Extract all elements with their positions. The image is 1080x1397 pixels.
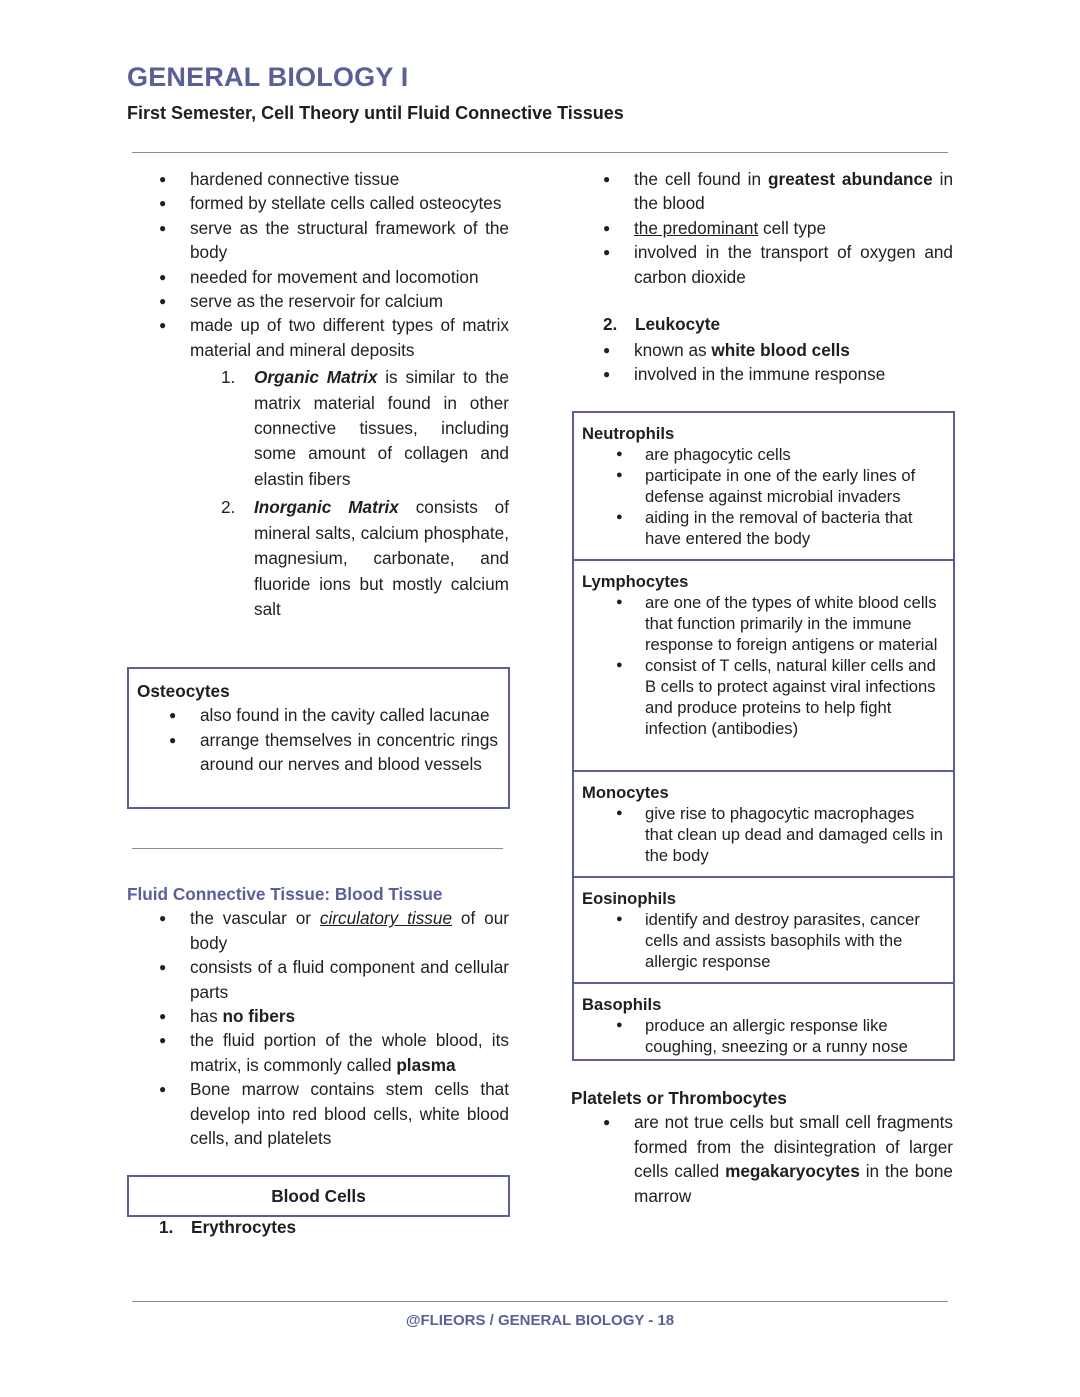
neutrophils-bullet: ● aiding in the removal of bacteria that have entered the body <box>582 507 943 549</box>
leukocyte-details <box>571 338 953 387</box>
basophils-heading: Basophils <box>582 995 662 1014</box>
item-number: 2. <box>221 497 236 518</box>
text: of our body <box>190 908 509 953</box>
platelets-heading: Platelets or Thrombocytes <box>571 1088 787 1108</box>
text: in the bone marrow <box>634 1161 953 1206</box>
blood-cells-label: Blood Cells <box>271 1185 366 1206</box>
wbc-types-box <box>572 411 955 1061</box>
bone-bullet: ● serve as the reservoir for calcium <box>127 289 509 313</box>
item-number: 1. <box>221 367 236 388</box>
basophils-section <box>574 984 953 1066</box>
matrix-text: consists of mineral salts, calcium phosphate, magnesium, carbonate, and fluoride ions but mostly calcium salt <box>254 497 509 619</box>
bone-bullet: ● formed by stellate cells called osteocytes <box>127 191 509 215</box>
platelets-section <box>571 1086 953 1208</box>
section-divider <box>132 848 503 849</box>
eosinophils-section <box>574 878 953 984</box>
erythrocyte-bullet: ● involved in the transport of oxygen and carbon dioxide <box>571 240 953 289</box>
text: the vascular or <box>190 908 320 929</box>
bold-term: megakaryocytes <box>725 1161 860 1182</box>
platelets-bullet <box>571 1110 953 1208</box>
erythrocytes-label: Erythrocytes <box>191 1217 297 1237</box>
eosinophils-bullet: ● identify and destroy parasites, cancer cells and assists basophils with the allergic response <box>582 909 943 972</box>
erythrocyte-bullet <box>571 167 953 216</box>
matrix-term: Inorganic Matrix <box>254 497 399 518</box>
matrix-item <box>127 495 509 622</box>
fluid-bullet: ● consists of a fluid component and cellular parts <box>127 955 509 1004</box>
circulatory-tissue-term: circulatory tissue <box>319 908 453 929</box>
monocytes-section <box>574 772 953 878</box>
eosinophils-heading: Eosinophils <box>582 889 677 908</box>
monocytes-heading: Monocytes <box>582 783 669 802</box>
leukocyte-label: Leukocyte <box>635 314 721 334</box>
leukocyte-item <box>603 314 721 335</box>
blood-cells-box <box>127 1175 510 1217</box>
header-divider <box>132 152 948 153</box>
page-subtitle: First Semester, Cell Theory until Fluid Connective Tissues <box>127 103 624 123</box>
osteocytes-heading: Osteocytes <box>137 681 230 701</box>
leukocyte-bullet: ● involved in the immune response <box>571 362 953 386</box>
fluid-bullet <box>127 1028 509 1077</box>
matrix-term: Organic Matrix <box>254 367 378 388</box>
neutrophils-bullet: ● participate in one of the early lines of defense against microbial invaders <box>582 465 943 507</box>
neutrophils-heading: Neutrophils <box>582 424 675 443</box>
osteocytes-box <box>127 667 510 809</box>
fluid-heading: Fluid Connective Tissue: Blood Tissue <box>127 884 443 904</box>
bone-bullet: ● serve as the structural framework of the body <box>127 216 509 265</box>
erythrocyte-details <box>571 167 953 289</box>
lymphocytes-bullet: ● are one of the types of white blood cells that function primarily in the immune response to foreign antigens or material <box>582 592 943 655</box>
text: in the blood <box>634 169 954 214</box>
bold-term: no fibers <box>222 1006 296 1027</box>
lymphocytes-heading: Lymphocytes <box>582 572 689 591</box>
fluid-bullet: ● Bone marrow contains stem cells that develop into red blood cells, white blood cells, and platelets <box>127 1077 509 1150</box>
erythrocyte-bullet <box>571 216 953 240</box>
text: are not true cells but small cell fragments formed from the disintegration of larger cells called <box>634 1112 953 1182</box>
basophils-bullet: ● produce an allergic response like coughing, sneezing or a runny nose <box>582 1015 943 1057</box>
page-footer: @FLIEORS / GENERAL BIOLOGY - 18 <box>405 1312 675 1329</box>
text: the fluid portion of the whole blood, its matrix, is commonly called <box>190 1030 509 1075</box>
fluid-section <box>127 882 509 1150</box>
osteocytes-bullet: ● also found in the cavity called lacunae <box>137 703 498 727</box>
bone-bullet: ● needed for movement and locomotion <box>127 265 509 289</box>
bone-bullet: ● made up of two different types of matrix material and mineral deposits <box>127 313 509 362</box>
neutrophils-section <box>574 413 953 561</box>
predominant-term: the predominant <box>634 217 759 238</box>
lymphocytes-bullet: ● consist of T cells, natural killer cells and B cells to protect against viral infections and produce proteins to help fight infection (antibodies) <box>582 655 943 739</box>
fluid-bullet <box>127 906 509 955</box>
osteocytes-bullet: ● arrange themselves in concentric rings around our nerves and blood vessels <box>137 728 498 777</box>
text: cell type <box>758 217 827 238</box>
item-number: 2. <box>603 314 618 334</box>
text: known as <box>634 340 712 360</box>
leukocyte-bullet <box>571 338 953 362</box>
text: the cell found in <box>634 169 769 189</box>
text: has <box>190 1006 223 1027</box>
item-number: 1. <box>159 1217 174 1237</box>
neutrophils-bullet: ● are phagocytic cells <box>582 444 943 465</box>
matrix-item <box>127 365 509 492</box>
matrix-text: is similar to the matrix material found in other connective tissues, including some amount of collagen and elastin fibers <box>254 367 509 489</box>
bold-term: greatest abundance <box>768 169 933 189</box>
fluid-bullet <box>127 1004 509 1028</box>
page-title: GENERAL BIOLOGY I <box>127 62 409 92</box>
bold-term: plasma <box>396 1054 456 1075</box>
bold-term: white blood cells <box>711 340 850 360</box>
footer-divider <box>132 1301 948 1302</box>
bone-bullet: ● hardened connective tissue <box>127 167 509 191</box>
monocytes-bullet: ● give rise to phagocytic macrophages that clean up dead and damaged cells in the body <box>582 803 943 866</box>
erythrocytes-item <box>159 1217 297 1238</box>
lymphocytes-section <box>574 561 953 772</box>
bone-section <box>127 167 509 625</box>
